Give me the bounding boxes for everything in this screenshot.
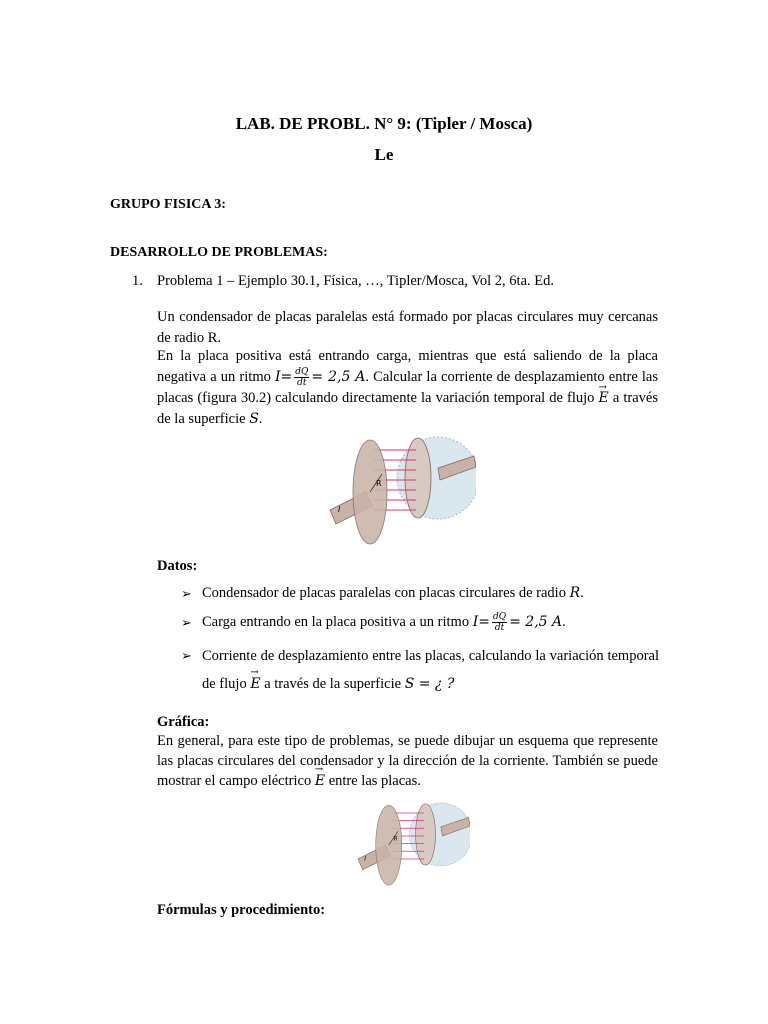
arrowhead-bullet-icon: ➢ [181, 615, 192, 630]
svg-text:R: R [393, 835, 398, 843]
datos-bullet-1: ➢ Condensador de placas paralelas con placas circulares de radio R. [181, 583, 659, 604]
current-symbol: I [275, 369, 281, 385]
datos-bullet-3: ➢ Corriente de desplazamiento entre las placas, calculando la variación temporal de flujo → E a través de la superficie S = ¿ ? [181, 642, 659, 698]
problem-number: 1. [132, 273, 143, 289]
datos-bullet-2: ➢ Carga entrando en la placa positiva a un ritmo I= $\frac{dQ}{dt}$ = 2,5 A. [181, 612, 566, 634]
problem-reference: Problema 1 – Ejemplo 30.1, Física, …, Tipler/Mosca, Vol 2, 6ta. Ed. [157, 273, 554, 289]
group-label: GRUPO FISICA 3: [110, 197, 226, 212]
surface-symbol: S [249, 411, 259, 428]
grafica-paragraph: En general, para este tipo de problemas, se puede dibujar un esquema que represente las placas circulares del condensador y la dirección de la corriente. También se puede mostrar el campo eléctrico → E entre las placas. [157, 731, 658, 791]
page-subtitle: Le [374, 145, 394, 164]
capacitor-figure [326, 434, 476, 547]
arrowhead-bullet-icon: ➢ [181, 648, 192, 663]
formulas-heading: Fórmulas y procedimiento: [157, 902, 326, 918]
datos-heading: Datos: [157, 558, 198, 574]
problem-paragraph-1: Un condensador de placas paralelas está formado por placas circulares muy cercanas de radio R. [157, 309, 658, 346]
problem-paragraph-2: En la placa positiva está entrando carga, mientras que está saliendo de la placa negativa a un ritmo I= $\frac{dQ}{dt}$ = 2,5 A. Calcular la corriente de desplazamiento entre las placas (figura 30.2) calculando directamente la variación temporal de flujo → E a través de la superficie S. [157, 346, 658, 430]
current-value: = 2,5 A [311, 369, 366, 385]
capacitor-figure-2 [355, 800, 470, 888]
dq-dt-fraction: $\frac{dQ}{dt}$ [295, 367, 309, 389]
arrowhead-bullet-icon: ➢ [181, 586, 192, 601]
grafica-heading: Gráfica: [157, 714, 210, 730]
section-heading: DESARROLLO DE PROBLEMAS: [110, 245, 328, 260]
svg-text:I: I [338, 505, 341, 514]
page-title: LAB. DE PROBL. N° 9: (Tipler / Mosca) [235, 114, 533, 133]
svg-text:I: I [364, 855, 367, 863]
svg-text:R: R [376, 479, 382, 488]
electric-field-vector: → E [599, 388, 609, 409]
